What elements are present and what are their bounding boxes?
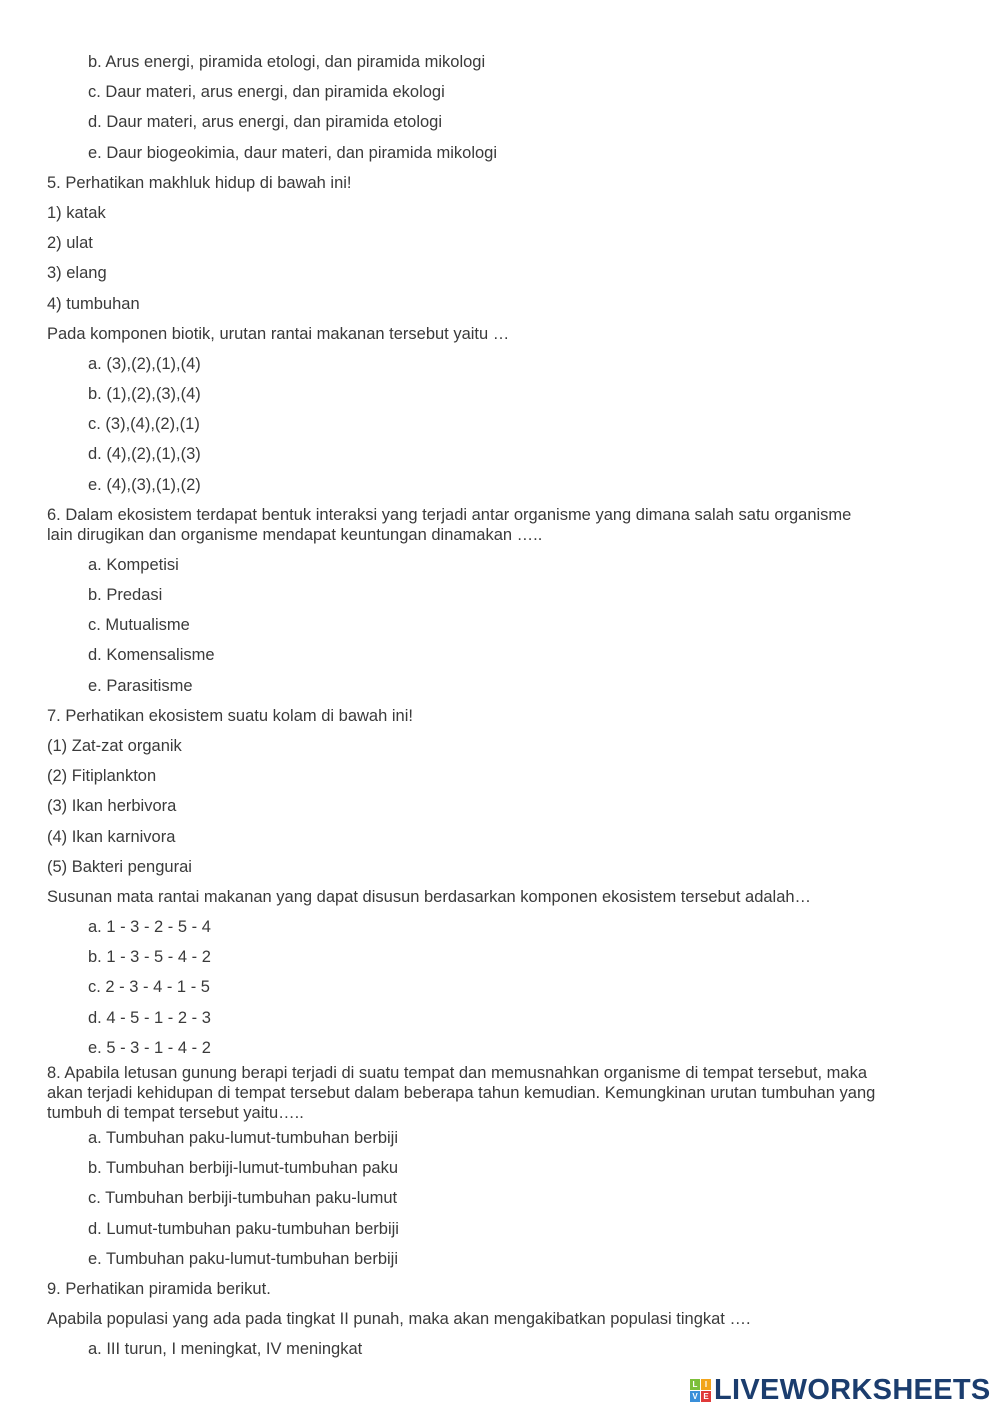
q7-option-e[interactable]: e. 5 - 3 - 1 - 4 - 2 [88,1038,211,1057]
q8-question-line: tumbuh di tempat tersebut yaitu….. [47,1104,304,1122]
q8-option-b[interactable]: b. Tumbuhan berbiji-lumut-tumbuhan paku [88,1159,399,1178]
q8-question [0,1063,999,1123]
q5-question: 5. Perhatikan makhluk hidup di bawah ini! [47,173,352,192]
q7-item: (1) Zat-zat organik [47,736,182,755]
q6-option-e[interactable]: e. Parasitisme [88,676,193,695]
q4-option-b: b. Arus energi, piramida etologi, dan piramida mikologi [88,53,486,71]
q6-option-b[interactable]: b. Predasi [88,586,163,604]
q5-item: 2) ulat [47,234,93,253]
q5-prompt: Pada komponen biotik, urutan rantai makanan tersebut yaitu … [47,324,510,343]
q7-item: (4) Ikan karnivora [47,827,176,846]
q7-option-b[interactable]: b. 1 - 3 - 5 - 4 - 2 [88,948,211,967]
q6-option-d[interactable]: d. Komensalisme [88,646,215,665]
q7-item: (3) Ikan herbivora [47,797,177,816]
q5-option-c[interactable]: c. (3),(4),(2),(1) [88,415,200,434]
q8-question-line: 8. Apabila letusan gunung berapi terjadi di suatu tempat dan memusnahkan organisme di tempat tersebut, maka [47,1064,868,1082]
q5-option-b[interactable]: b. (1),(2),(3),(4) [88,385,201,404]
q5-option-a[interactable]: a. (3),(2),(1),(4) [88,354,201,373]
q7-question: 7. Perhatikan ekosistem suatu kolam di bawah ini! [47,706,413,725]
logo-tile: E [701,1391,711,1402]
q5-item: 3) elang [47,264,107,283]
q5-item: 1) katak [47,203,106,222]
q7-option-d[interactable]: d. 4 - 5 - 1 - 2 - 3 [88,1008,211,1027]
q8-option-c[interactable]: c. Tumbuhan berbiji-tumbuhan paku-lumut [88,1189,398,1208]
q8-option-a[interactable]: a. Tumbuhan paku-lumut-tumbuhan berbiji [88,1129,399,1147]
q7-item: (2) Fitiplankton [47,767,157,786]
worksheet-page [0,47,999,1365]
q4-option-e: e. Daur biogeokimia, daur materi, dan piramida mikologi [88,143,498,162]
q4-option-d: d. Daur materi, arus energi, dan piramida etologi [88,113,443,132]
q8-option-e[interactable]: e. Tumbuhan paku-lumut-tumbuhan berbiji [88,1249,399,1268]
q9-question: 9. Perhatikan piramida berikut. [47,1279,271,1298]
q7-option-a[interactable]: a. 1 - 3 - 2 - 5 - 4 [88,918,211,937]
q6-question-line: 6. Dalam ekosistem terdapat bentuk interaksi yang terjadi antar organisme yang dimana salah satu organisme [47,505,852,524]
q7-option-c[interactable]: c. 2 - 3 - 4 - 1 - 5 [88,978,210,997]
logo-tile: L [690,1379,700,1390]
q9-prompt: Apabila populasi yang ada pada tingkat II punah, maka akan mengakibatkan populasi tingkat …. [47,1310,751,1329]
q9-option-a[interactable]: a. III turun, I meningkat, IV meningkat [88,1340,363,1359]
logo-text: LIVEWORKSHEETS [714,1374,991,1406]
logo-tile: V [690,1391,700,1402]
liveworksheets-logo [690,1374,991,1407]
q6-option-c[interactable]: c. Mutualisme [88,616,190,635]
logo-tiles-icon [690,1379,711,1402]
q5-option-e[interactable]: e. (4),(3),(1),(2) [88,475,201,494]
q7-item: (5) Bakteri pengurai [47,857,192,876]
q5-item: 4) tumbuhan [47,294,140,313]
q5-option-d[interactable]: d. (4),(2),(1),(3) [88,445,201,464]
q6-question [0,500,999,550]
q8-question-line: akan terjadi kehidupan di tempat tersebut dalam beberapa tahun kemudian. Kemungkinan urutan tumbuhan yang [47,1084,876,1102]
q6-question-line: lain dirugikan dan organisme mendapat keuntungan dinamakan ….. [47,525,543,544]
q7-prompt: Susunan mata rantai makanan yang dapat disusun berdasarkan komponen ekosistem tersebut adalah… [47,887,812,906]
logo-tile: I [701,1379,711,1390]
q6-option-a[interactable]: a. Kompetisi [88,555,179,574]
q4-option-c: c. Daur materi, arus energi, dan piramida ekologi [88,83,445,102]
q8-option-d[interactable]: d. Lumut-tumbuhan paku-tumbuhan berbiji [88,1219,399,1238]
